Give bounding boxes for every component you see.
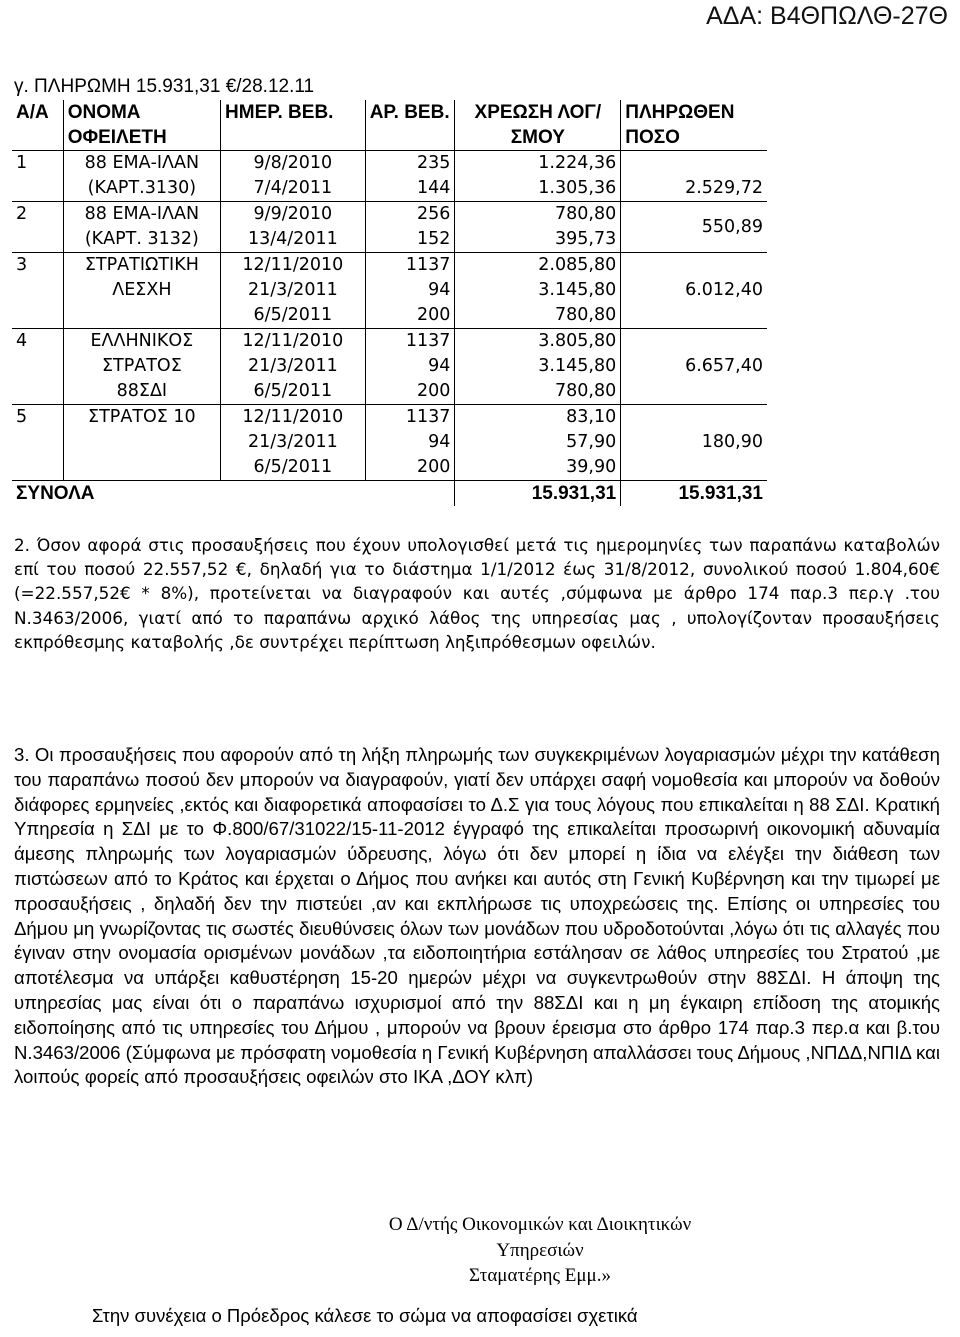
cert-date-cell: 21/3/2011 (221, 354, 366, 379)
row-number-cell: 4 (12, 329, 63, 355)
debtor-name-cell (63, 303, 220, 329)
row-number-cell: 3 (12, 253, 63, 279)
totals-paid: 15.931,31 (678, 483, 763, 504)
charge-cell: 39,90 (455, 455, 621, 481)
totals-label: ΣΥΝΟΛΑ (12, 481, 455, 507)
table-row (12, 202, 767, 228)
col-header-aa: Α/Α (12, 100, 63, 151)
row-number-cell (12, 354, 63, 379)
charge-cell: 3.805,80 (455, 329, 621, 355)
paid-amount-cell: 180,90 (701, 432, 763, 452)
cert-date-cell: 12/11/2010 (221, 253, 366, 279)
debtor-name-cell: 88 ΕΜΑ-ΙΛΑΝ (63, 202, 220, 228)
col-header-paid: ΠΛΗΡΩΘΕΝ ΠΟΣΟ (625, 102, 735, 148)
table-row (12, 329, 767, 355)
cert-date-cell: 9/9/2010 (221, 202, 366, 228)
cert-number-cell: 1137 (365, 253, 455, 279)
ada-code: ΑΔΑ: Β4ΘΠΩΛΘ-27Θ (706, 2, 948, 30)
signature-title: Ο Δ/ντής Οικονομικών και Διοικητικών (388, 1214, 692, 1235)
signature-service: Υπηρεσιών (496, 1239, 584, 1261)
cert-date-cell: 6/5/2011 (221, 455, 366, 481)
debtor-name-cell: ΣΤΡΑΤΟΣ (63, 354, 220, 379)
debtor-name-cell (63, 455, 220, 481)
charge-cell: 83,10 (455, 405, 621, 431)
table-row (12, 253, 767, 279)
paid-amount-cell: 6.012,40 (685, 280, 763, 300)
charge-cell: 2.085,80 (455, 253, 621, 279)
cert-number-cell: 94 (365, 354, 455, 379)
cert-number-cell: 1137 (365, 405, 455, 431)
charge-cell: 780,80 (455, 379, 621, 405)
debtor-name-cell: ΣΤΡΑΤΟΣ 10 (63, 405, 220, 431)
payments-table (12, 100, 767, 506)
col-header-cert-no: ΑΡ. ΒΕΒ. (365, 100, 455, 151)
charge-cell: 1.305,36 (455, 176, 621, 202)
charge-cell: 57,90 (455, 430, 621, 455)
debtor-name-cell: ΣΤΡΑΤΙΩΤΙΚΗ (63, 253, 220, 279)
paragraph-3: 3. Οι προσαυξήσεις που αφορούν από τη λήξη πληρωμής των συγκεκριμένων λογαριασμών μέχρι την κατάθεση του παραπάνω ποσού δεν μπορούν να διαγραφούν, γιατί δεν υπάρχει σαφή νομοθεσία και μπορούν να δοθούν διάφορες ερμηνείες ,εκτός και διαφορετικά αποφασίσει το Δ.Σ για τους λόγους που επικαλείται η 88 ΣΔΙ. Κρατική Υπηρεσία η ΣΔΙ με το Φ.800/67/31022/15-11-2012 έγγραφό της επικαλείται προσωρινή οικονομική αδυναμία άμεσης πληρωμής των λογαριασμών ύδρευσης, λόγω ότι δεν μπορεί η ίδια να ελέγξει την διάθεση των πιστώσεων από το Κράτος και έρχεται ο Δήμος που ανήκει και αυτός στη Γενική Κυβέρνηση και την τιμωρεί με προσαυξήσεις , δηλαδή δεν την πιστεύει ,αν και εκπλήρωσε τις υποχρεώσεις της. Επίσης οι υπηρεσίες του Δήμου μη γνωρίζοντας τις σωστές διευθύνσεις όλων των μονάδων που υδροδοτούνται ,λόγω ότι τις αλλαγές που έγιναν στην ονομασία ορισμένων μονάδων ,τα ειδοποιητήρια εστάλησαν σε λάθος υπηρεσίες του Στρατού ,με αποτέλεσμα να υπάρξει καθυστέρηση 15-20 ημερών μέχρι να συγκεντρωθούν στην 88ΣΔΙ. Η άποψη της υπηρεσίας μας είναι ότι ο παραπάνω ισχυρισμοί από την 88ΣΔΙ και η μη έγκαιρη επίδοση της ατομικής ειδοποίησης από τις υπηρεσίες του Δήμου , μπορούν να βρουν έρεισμα στο άρθρο 174 παρ.3 περ.α και β.του Ν.3463/2006 (Σύμφωνα με πρόσφατη νομοθεσία η Γενική Κυβέρνηση απαλλάσσει τους Δήμους ,ΝΠΔΔ,ΝΠΙΔ και λοιπούς φορείς από προσαυξήσεις οφειλών στο ΙΚΑ ,ΔΟΥ κλπ) (14, 744, 940, 1088)
paid-amount-cell: 2.529,72 (685, 178, 763, 198)
debtor-name-cell (63, 430, 220, 455)
row-number-cell (12, 379, 63, 405)
charge-cell: 1.224,36 (455, 151, 621, 177)
table-row (12, 151, 767, 177)
cert-number-cell: 235 (365, 151, 455, 177)
row-number-cell (12, 176, 63, 202)
cert-number-cell: 200 (365, 303, 455, 329)
col-header-charge: ΧΡΕΩΣΗ ΛΟΓ/ΣΜΟΥ (455, 100, 621, 151)
debtor-name-cell: (ΚΑΡΤ.3130) (63, 176, 220, 202)
row-number-cell: 2 (12, 202, 63, 228)
charge-cell: 3.145,80 (455, 354, 621, 379)
cert-number-cell: 94 (365, 430, 455, 455)
signature-block (340, 1212, 740, 1289)
cert-date-cell: 6/5/2011 (221, 379, 366, 405)
cert-date-cell: 21/3/2011 (221, 278, 366, 303)
cert-number-cell: 152 (365, 227, 455, 253)
row-number-cell (12, 303, 63, 329)
col-header-debtor: ΟΝΟΜΑ ΟΦΕΙΛΕΤΗ (63, 100, 220, 151)
signature-name: Σταματέρης Εμμ.» (469, 1265, 611, 1286)
cert-date-cell: 12/11/2010 (221, 329, 366, 355)
charge-cell: 780,80 (455, 202, 621, 228)
cert-date-cell: 21/3/2011 (221, 430, 366, 455)
charge-cell: 395,73 (455, 227, 621, 253)
cert-number-cell: 1137 (365, 329, 455, 355)
charge-cell: 780,80 (455, 303, 621, 329)
paragraph-2: 2. Όσον αφορά στις προσαυξήσεις που έχουν υπολογισθεί μετά τις ημερομηνίες των παραπάνω καταβολών επί του ποσού 22.557,52 €, δηλαδή για το διάστημα 1/1/2012 έως 31/8/2012, συνολικού ποσού 1.804,60€ (=22.557,52€ * 8%), προτείνεται να διαγραφούν και αυτές ,σύμφωνα με άρθρο 174 παρ.3 περ.γ .του Ν.3463/2006, γιατί από το παραπάνω αρχικό λάθος της υπηρεσίας μας , υπολογίζονταν προσαυξήσεις εκπρόθεσμης καταβολής ,δε συντρέχει περίπτωση ληξιπρόθεσμων οφειλών. (14, 535, 940, 652)
cert-number-cell: 200 (365, 455, 455, 481)
cert-date-cell: 9/8/2010 (221, 151, 366, 177)
cert-number-cell: 94 (365, 278, 455, 303)
charge-cell: 3.145,80 (455, 278, 621, 303)
row-number-cell: 1 (12, 151, 63, 177)
section-heading: γ. ΠΛΗΡΩΜΗ 15.931,31 €/28.12.11 (14, 76, 315, 97)
cert-number-cell: 200 (365, 379, 455, 405)
row-number-cell (12, 227, 63, 253)
row-number-cell: 5 (12, 405, 63, 431)
debtor-name-cell: (ΚΑΡΤ. 3132) (63, 227, 220, 253)
debtor-name-cell: 88ΣΔΙ (63, 379, 220, 405)
debtor-name-cell: 88 ΕΜΑ-ΙΛΑΝ (63, 151, 220, 177)
col-header-cert-date: ΗΜΕΡ. ΒΕΒ. (221, 100, 366, 151)
totals-charge: 15.931,31 (455, 481, 621, 507)
paid-amount-cell: 6.657,40 (685, 356, 763, 376)
debtor-name-cell: ΕΛΛΗΝΙΚΟΣ (63, 329, 220, 355)
paid-amount-cell: 550,89 (701, 216, 763, 237)
row-number-cell (12, 455, 63, 481)
cert-number-cell: 144 (365, 176, 455, 202)
row-number-cell (12, 278, 63, 303)
cert-date-cell: 13/4/2011 (221, 227, 366, 253)
table-row (12, 405, 767, 431)
cert-date-cell: 6/5/2011 (221, 303, 366, 329)
cert-date-cell: 7/4/2011 (221, 176, 366, 202)
debtor-name-cell: ΛΕΣΧΗ (63, 278, 220, 303)
cert-number-cell: 256 (365, 202, 455, 228)
cert-date-cell: 12/11/2010 (221, 405, 366, 431)
footer-text: Στην συνέχεια ο Πρόεδρος κάλεσε το σώμα να αποφασίσει σχετικά (92, 1305, 638, 1326)
totals-row (12, 481, 767, 507)
row-number-cell (12, 430, 63, 455)
